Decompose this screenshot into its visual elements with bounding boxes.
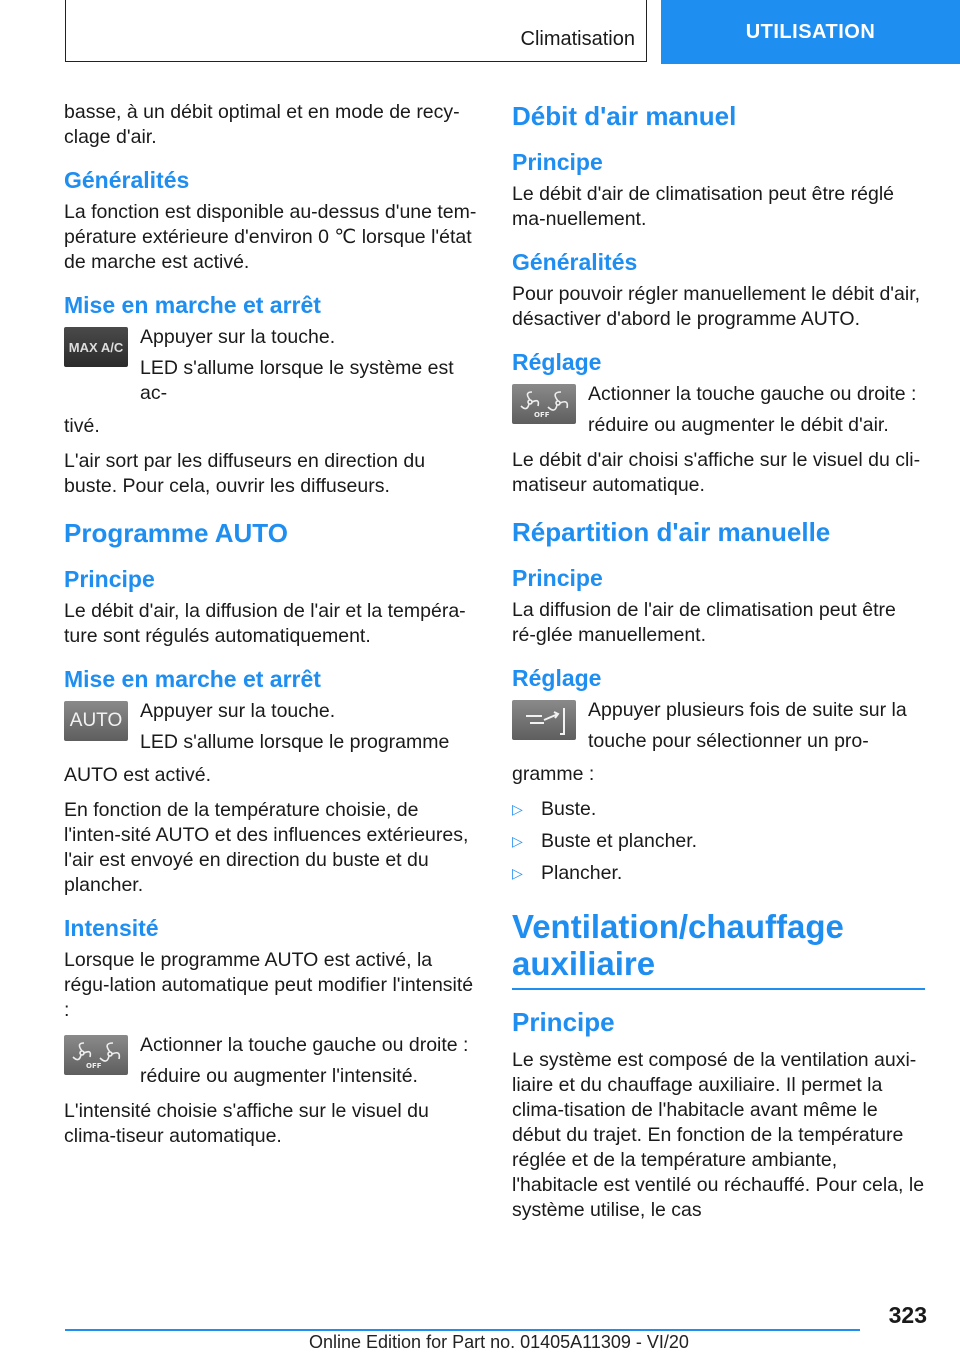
paragraph: Le débit d'air, la diffusion de l'air et la tempéra-ture sont régulés automatiquement. — [64, 600, 466, 647]
paragraph: basse, à un débit optimal et en mode de recy-clage d'air. — [64, 101, 460, 148]
paragraph: La diffusion de l'air de climatisation peut être ré-glée manuellement. — [512, 599, 896, 646]
instruction: LED s'allume lorsque le programme — [140, 731, 450, 753]
instruction: touche pour sélectionner un pro- — [588, 730, 869, 752]
footer-divider — [65, 1329, 860, 1331]
footer-edition: Online Edition for Part no. 01405A11309 - VI/20 — [309, 1332, 689, 1352]
paragraph: L'air sort par les diffuseurs en direction du buste. Pour cela, ouvrir les diffuseurs. — [64, 450, 426, 497]
heading-generalites: Généralités — [64, 167, 190, 193]
svg-text:OFF: OFF — [534, 411, 550, 419]
max-ac-button-icon: MAX A/C — [64, 327, 128, 367]
key-instruction-distribution — [512, 698, 925, 760]
paragraph: Le système est composé de la ventilation auxi-liaire et du chauffage auxiliaire. Il permet la clima-tisation de l'habitacle avant même le début du trajet. En fonction de la température réglée et de la température ambiante, l'habitacle est ventilé ou réchauffé. Pour cela, le système utilise, le cas — [512, 1049, 925, 1221]
section-divider — [512, 988, 925, 990]
heading-ventilation-chauffage: Ventilation/chauffage auxiliaire — [512, 908, 844, 982]
instruction: Actionner la touche gauche ou droite : — [588, 383, 917, 405]
heading-principe: Principe — [512, 149, 603, 175]
paragraph: L'intensité choisie s'affiche sur le visuel du clima-tiseur automatique. — [64, 1100, 429, 1147]
triangle-bullet-icon: ▷ — [512, 801, 523, 817]
list-item: ▷ Buste et plancher. — [512, 830, 698, 852]
key-instruction-maxac — [64, 325, 477, 412]
instruction: Appuyer sur la touche. — [140, 700, 336, 722]
instruction: réduire ou augmenter le débit d'air. — [588, 414, 889, 436]
instruction: LED s'allume lorsque le système est ac- — [140, 357, 454, 404]
heading-generalites: Généralités — [512, 249, 638, 275]
heading-programme-auto: Programme AUTO — [64, 518, 288, 548]
fan-button-icon — [512, 384, 576, 424]
heading-reglage: Réglage — [512, 665, 602, 691]
paragraph: Le débit d'air de climatisation peut être réglé ma-nuellement. — [512, 183, 895, 230]
heading-principe: Principe — [64, 566, 155, 592]
left-column — [64, 100, 477, 1159]
svg-text:OFF: OFF — [86, 1062, 102, 1070]
heading-repartition-air: Répartition d'air manuelle — [512, 517, 831, 547]
heading-marche-arret: Mise en marche et arrêt — [64, 292, 321, 318]
instruction-cont: AUTO est activé. — [64, 764, 212, 786]
section-title: Climatisation — [520, 28, 635, 50]
list-item: ▷ Buste. — [512, 798, 597, 820]
heading-intensite: Intensité — [64, 915, 159, 941]
fan-button-icon — [64, 1035, 128, 1075]
instruction: Appuyer sur la touche. — [140, 326, 336, 348]
heading-reglage: Réglage — [512, 349, 602, 375]
paragraph: La fonction est disponible au-dessus d'une tem-pérature extérieure d'environ 0 ℃ lorsque l'état de marche est activé. — [64, 201, 477, 273]
paragraph: Le débit d'air choisi s'affiche sur le visuel du cli-matiseur automatique. — [512, 449, 921, 496]
list-item: ▷ Plancher. — [512, 862, 623, 884]
instruction-cont: gramme : — [512, 763, 595, 785]
key-instruction-fan — [512, 382, 925, 444]
program-list — [512, 797, 925, 886]
instruction: réduire ou augmenter l'intensité. — [140, 1065, 418, 1087]
triangle-bullet-icon: ▷ — [512, 865, 523, 881]
chapter-tab[interactable]: UTILISATION — [661, 0, 960, 64]
instruction: Appuyer plusieurs fois de suite sur la — [588, 699, 907, 721]
paragraph: Pour pouvoir régler manuellement le débit d'air, désactiver d'abord le programme AUTO. — [512, 283, 921, 330]
instruction: Actionner la touche gauche ou droite : — [140, 1034, 469, 1056]
key-instruction-fan — [64, 1033, 477, 1095]
air-distribution-icon — [512, 700, 576, 740]
right-column — [512, 100, 925, 1233]
heading-principe: Principe — [512, 565, 603, 591]
heading-debit-air-manuel: Débit d'air manuel — [512, 101, 737, 131]
heading-marche-arret: Mise en marche et arrêt — [64, 666, 321, 692]
page-number: 323 — [888, 1302, 927, 1328]
instruction-cont: tivé. — [64, 415, 100, 437]
auto-button-icon: AUTO — [64, 701, 128, 741]
triangle-bullet-icon: ▷ — [512, 833, 523, 849]
paragraph: En fonction de la température choisie, de l'inten-sité AUTO et des influences extérieures, l'air est envoyé en direction du buste et du plancher. — [64, 799, 469, 896]
key-instruction-auto — [64, 699, 477, 761]
heading-principe: Principe — [512, 1007, 615, 1037]
paragraph: Lorsque le programme AUTO est activé, la régu-lation automatique peut modifier l'intensité : — [64, 949, 474, 1021]
